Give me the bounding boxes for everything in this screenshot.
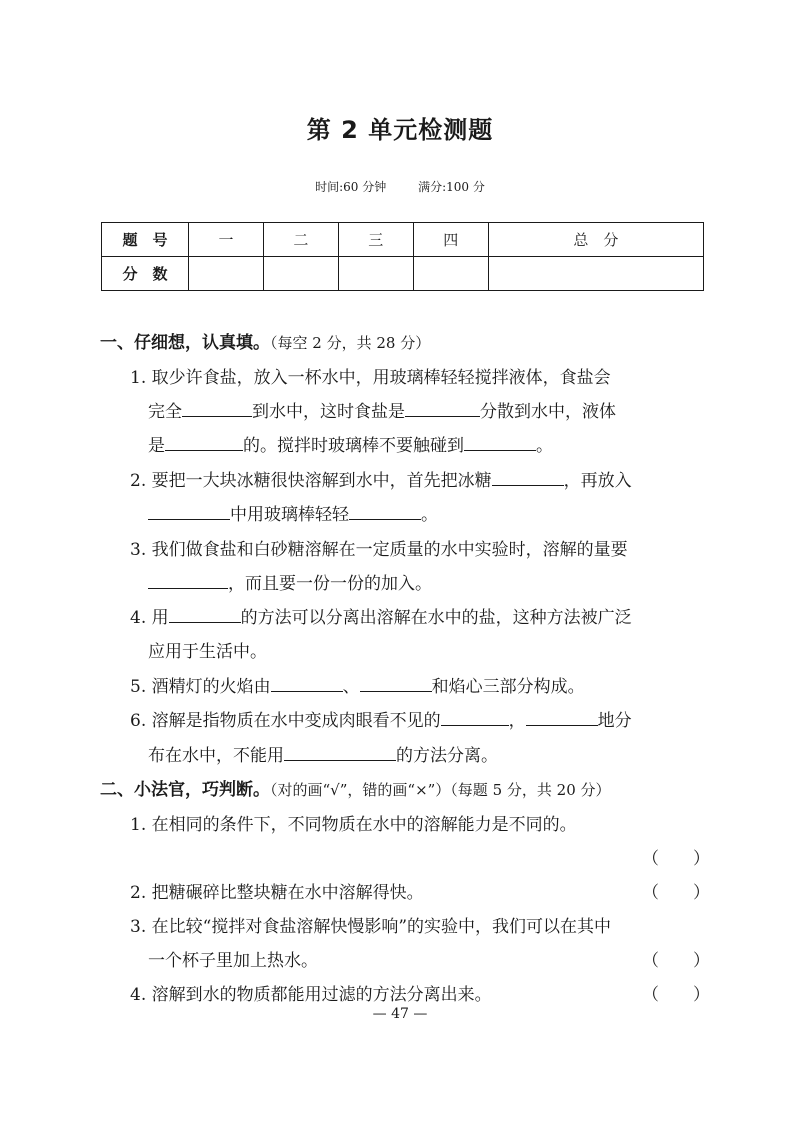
text: 2. 要把一大块冰糖很快溶解到水中，首先把冰糖 — [130, 471, 492, 491]
q3-line-1: 3. 我们做食盐和白砂糖溶解在一定质量的水中实验时，溶解的量要 — [130, 540, 628, 560]
judge-q3-line-2: 一个杯子里加上热水。 — [148, 951, 318, 971]
text: 6. 溶解是指物质在水中变成肉眼看不见的 — [130, 711, 441, 731]
answer-blank[interactable] — [182, 401, 252, 417]
score-entry-cell[interactable] — [338, 257, 413, 291]
text: 的方法可以分离出溶解在水中的盐，这种方法被广泛 — [240, 608, 632, 628]
full-score: 满分:100 分 — [418, 180, 485, 194]
q2-line-1 — [130, 466, 632, 491]
q4-line-1 — [130, 603, 632, 628]
text: 和焰心三部分构成。 — [431, 677, 585, 697]
score-table-cell: 三 — [338, 223, 413, 257]
answer-blank[interactable] — [526, 710, 598, 726]
text: 到水中，这时食盐是 — [252, 402, 405, 422]
section-1-heading — [100, 328, 430, 353]
score-table-cell: 题 号 — [102, 223, 189, 257]
score-table-cell: 四 — [413, 223, 488, 257]
text: 5. 酒精灯的火焰由 — [130, 677, 271, 697]
text: 的。搅拌时玻璃棒不要触碰到 — [243, 436, 464, 456]
text: ，再放入 — [563, 471, 632, 491]
answer-paren[interactable]: （ ） — [642, 849, 710, 869]
text: 。 — [421, 505, 438, 525]
judge-q4: 4. 溶解到水的物质都能用过滤的方法分离出来。 — [130, 985, 492, 1005]
text: ， — [508, 711, 526, 731]
q1-line-2 — [148, 397, 616, 422]
score-table-cell: 一 — [189, 223, 264, 257]
text: 地分 — [597, 711, 632, 731]
text: 、 — [342, 677, 360, 697]
text: 中用玻璃棒轻轻 — [230, 505, 349, 525]
score-table-cell: 分 数 — [102, 257, 189, 291]
score-table-cell: 二 — [263, 223, 338, 257]
score-entry-cell[interactable] — [189, 257, 264, 291]
score-entry-cell[interactable] — [488, 257, 703, 291]
answer-blank[interactable] — [349, 504, 421, 520]
q1-line-3 — [148, 431, 553, 456]
page-title: 第 2 单元检测题 — [306, 116, 494, 144]
text: 的方法分离。 — [396, 746, 498, 766]
text: 4. 用 — [130, 608, 169, 628]
text: ，而且要一份一份的加入。 — [228, 574, 432, 594]
answer-blank[interactable] — [165, 435, 243, 451]
q6-line-1 — [130, 706, 632, 731]
answer-blank[interactable] — [360, 676, 432, 692]
answer-blank[interactable] — [284, 745, 396, 761]
score-table-header-row — [102, 223, 704, 257]
score-table — [101, 222, 704, 291]
text: 布在水中，不能用 — [148, 746, 284, 766]
section-2-note: （对的画“√”，错的画“×”）（每题 5 分，共 20 分） — [270, 781, 611, 799]
text: 完全 — [148, 402, 182, 422]
q2-line-2 — [148, 500, 438, 525]
q4-line-2: 应用于生活中。 — [148, 642, 267, 662]
score-entry-cell[interactable] — [263, 257, 338, 291]
section-2-title: 二、小法官，巧判断。 — [100, 780, 270, 800]
judge-q3-line-1: 3. 在比较“搅拌对食盐溶解快慢影响”的实验中，我们可以在其中 — [130, 917, 612, 937]
answer-blank[interactable] — [492, 470, 564, 486]
answer-blank[interactable] — [271, 676, 343, 692]
score-entry-cell[interactable] — [413, 257, 488, 291]
exam-meta — [0, 178, 800, 195]
answer-blank[interactable] — [169, 607, 241, 623]
q3-line-2 — [148, 569, 432, 594]
section-1-title: 一、仔细想，认真填。 — [100, 333, 270, 353]
answer-blank[interactable] — [441, 710, 509, 726]
text: 分散到水中，液体 — [480, 402, 616, 422]
judge-q2: 2. 把糖碾碎比整块糖在水中溶解得快。 — [130, 883, 424, 903]
answer-blank[interactable] — [148, 573, 228, 589]
score-table-score-row — [102, 257, 704, 291]
q5-line — [130, 672, 585, 697]
q1-line-1: 1. 取少许食盐，放入一杯水中，用玻璃棒轻轻搅拌液体，食盐会 — [130, 368, 611, 388]
score-table-cell: 总 分 — [488, 223, 703, 257]
answer-blank[interactable] — [405, 401, 480, 417]
answer-paren[interactable]: （ ） — [642, 951, 710, 971]
answer-blank[interactable] — [464, 435, 536, 451]
text: 是 — [148, 436, 165, 456]
answer-paren[interactable]: （ ） — [642, 985, 710, 1005]
q6-line-2 — [148, 741, 498, 766]
answer-paren[interactable]: （ ） — [642, 883, 710, 903]
section-2-heading — [100, 775, 611, 800]
answer-blank[interactable] — [148, 504, 230, 520]
section-1-note: （每空 2 分，共 28 分） — [270, 334, 431, 352]
judge-q1: 1. 在相同的条件下，不同物质在水中的溶解能力是不同的。 — [130, 815, 577, 835]
text: 。 — [536, 436, 553, 456]
time-limit: 时间:60 分钟 — [315, 180, 387, 194]
page-number: — 47 — — [372, 1006, 428, 1022]
